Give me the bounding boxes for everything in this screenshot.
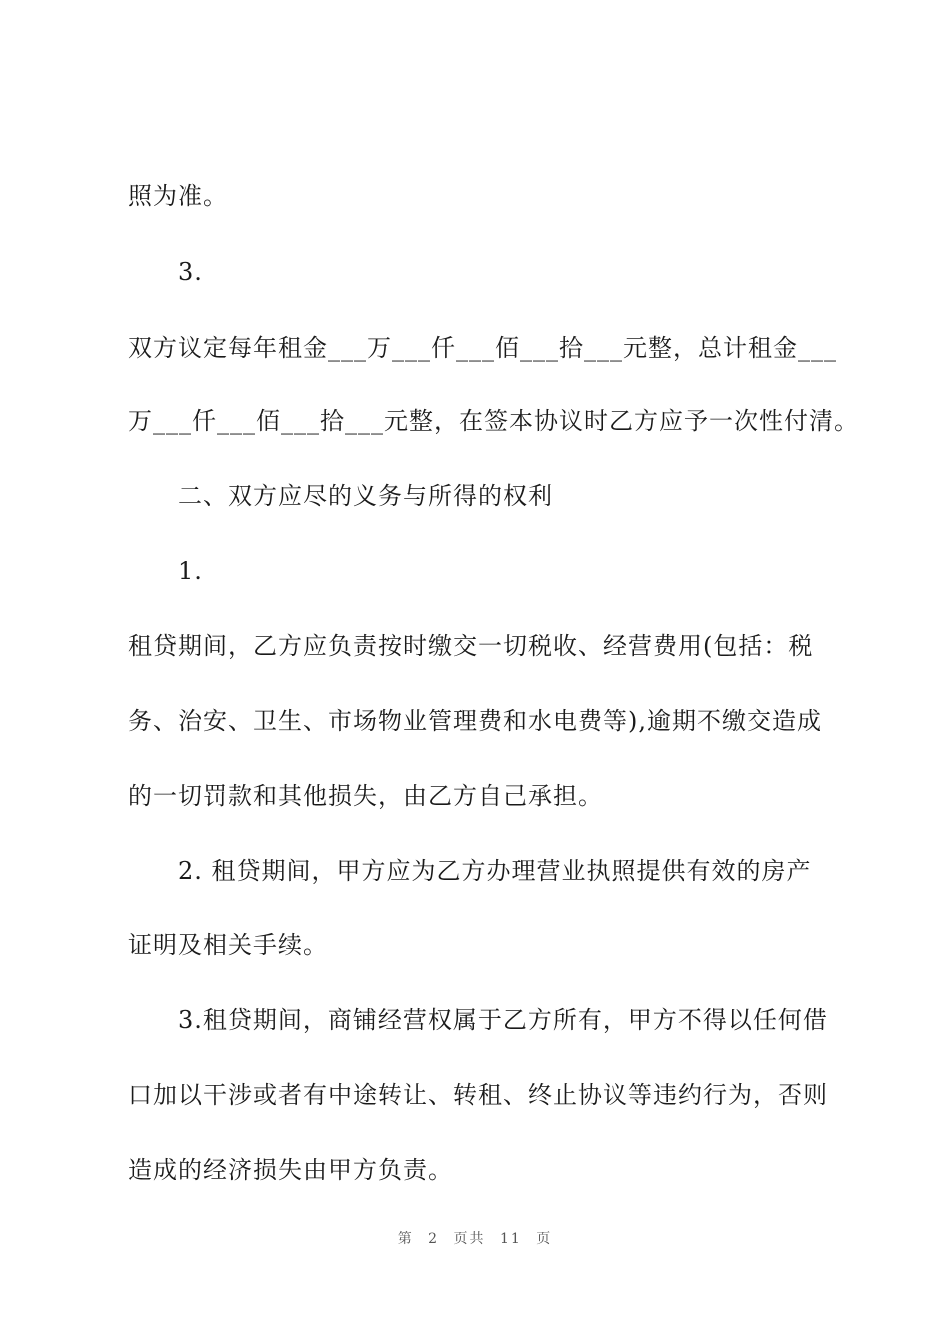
footer-middle: 页共 [453, 1231, 486, 1247]
footer-suffix: 页 [536, 1231, 553, 1247]
text-line: 3.租贷期间，商铺经营权属于乙方所有，甲方不得以任何借 [178, 1006, 828, 1034]
text-line: 双方议定每年租金___万___仟___佰___拾___元整，总计租金___ [128, 334, 837, 362]
text-line: 照为准。 [128, 182, 228, 210]
text-line: 租贷期间，乙方应负责按时缴交一切税收、经营费用(包括：税 [128, 632, 814, 660]
text-line: 3. [178, 258, 203, 286]
text-line: 口加以干涉或者有中途转让、转租、终止协议等违约行为，否则 [128, 1081, 828, 1109]
text-line: 2. 租贷期间，甲方应为乙方办理营业执照提供有效的房产 [178, 857, 812, 885]
footer-page-number: 2 [428, 1231, 440, 1247]
text-line: 证明及相关手续。 [128, 931, 328, 959]
text-line: 务、治安、卫生、市场物业管理费和水电费等),逾期不缴交造成 [128, 707, 822, 735]
section-heading: 二、双方应尽的义务与所得的权利 [178, 482, 553, 510]
page-footer [0, 1228, 950, 1248]
text-line: 1. [178, 557, 203, 585]
text-line: 万___仟___佰___拾___元整，在签本协议时乙方应予一次性付清。 [128, 407, 859, 435]
footer-prefix: 第 [397, 1231, 414, 1247]
text-line: 的一切罚款和其他损失，由乙方自己承担。 [128, 782, 603, 810]
text-line: 造成的经济损失由甲方负责。 [128, 1156, 453, 1184]
footer-total-pages: 11 [500, 1231, 522, 1247]
